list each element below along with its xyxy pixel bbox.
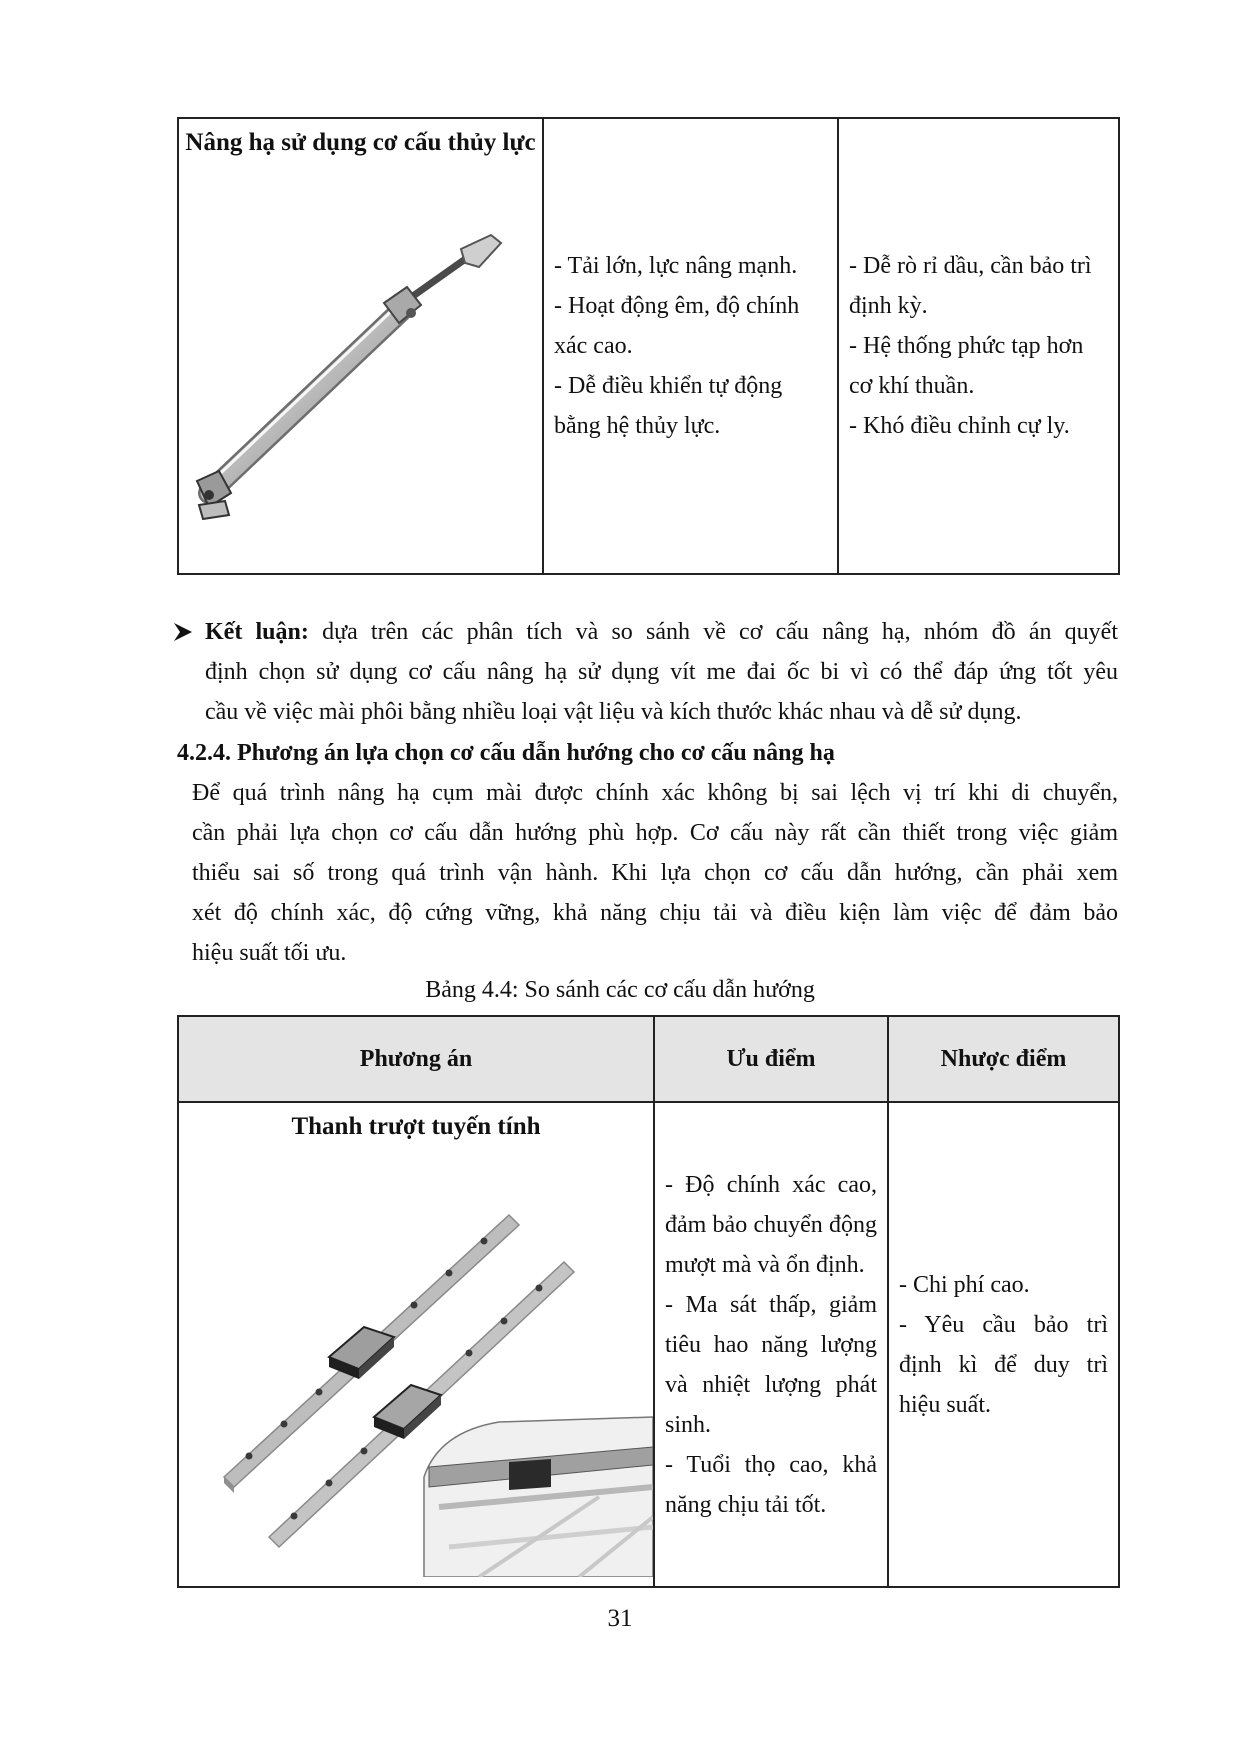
- header-advantages: Ưu điểm: [654, 1016, 888, 1102]
- option-title: Nâng hạ sử dụng cơ cấu thủy lực: [185, 129, 536, 156]
- conclusion-block: [172, 612, 1118, 732]
- paragraph-line: xét độ chính xác, độ cứng vững, khả năng chịu tải và điều kiện làm việc để đảm bảo: [192, 900, 1118, 926]
- paragraph-line: cần phải lựa chọn cơ cấu dẫn hướng phù hợp. Cơ cấu này rất cần thiết trong việc giảm: [192, 820, 1118, 846]
- disadvantage-item: - Chi phí cao.: [899, 1271, 1030, 1298]
- header-disadvantages: Nhược điểm: [888, 1016, 1119, 1102]
- arrow-bullet-icon: [172, 621, 194, 643]
- advantages-cell: [654, 1102, 888, 1587]
- conclusion-line: cầu về việc mài phôi bằng nhiều loại vật liệu và kích thước khác nhau và dễ sử dụng.: [205, 699, 1022, 725]
- paragraph-line: thiểu sai số trong quá trình vận hành. Khi lựa chọn cơ cấu dẫn hướng, cần phải xem: [192, 860, 1118, 886]
- advantage-item: - Hoạt động êm, độ chính xác cao.: [554, 293, 800, 359]
- option-cell: [178, 118, 543, 574]
- table-row: [178, 118, 1119, 574]
- conclusion-label: Kết luận:: [205, 619, 309, 645]
- option-cell: [178, 1102, 654, 1587]
- advantages-cell: [543, 118, 838, 574]
- disadvantages-cell: [888, 1102, 1119, 1587]
- section-heading: 4.2.4. Phương án lựa chọn cơ cấu dẫn hướng cho cơ cấu nâng hạ: [177, 740, 835, 766]
- paragraph-line: hiệu suất tối ưu.: [192, 940, 347, 966]
- guide-mechanism-table: [177, 1015, 1120, 1588]
- table-header-row: [178, 1016, 1119, 1102]
- conclusion-text: dựa trên các phân tích và so sánh về cơ cấu nâng hạ, nhóm đồ án quyết: [308, 619, 1118, 645]
- advantage-item: - Ma sát thấp, giảm tiêu hao năng lượng và nhiệt lượng phát sinh.: [665, 1291, 877, 1438]
- table-row: [178, 1102, 1119, 1587]
- body-paragraph: [192, 773, 1118, 973]
- disadvantages-cell: [838, 118, 1119, 574]
- disadvantage-item: - Khó điều chỉnh cự ly.: [849, 413, 1070, 439]
- table-caption: Bảng 4.4: So sánh các cơ cấu dẫn hướng: [425, 977, 815, 1003]
- hydraulic-cylinder-image: [179, 163, 542, 533]
- advantage-item: - Độ chính xác cao, đảm bảo chuyển động mượt mà và ổn định.: [665, 1171, 877, 1278]
- header-option: Phương án: [178, 1016, 654, 1102]
- advantage-item: - Dễ điều khiển tự động bằng hệ thủy lực.: [554, 373, 783, 439]
- paragraph-line: Để quá trình nâng hạ cụm mài được chính xác không bị sai lệch vị trí khi di chuyển,: [192, 780, 1118, 806]
- conclusion-line: định chọn sử dụng cơ cấu nâng hạ sử dụng vít me đai ốc bi vì có thể đáp ứng tốt yêu: [205, 659, 1118, 685]
- advantage-item: - Tuổi thọ cao, khả năng chịu tải tốt.: [665, 1451, 877, 1518]
- disadvantage-item: - Hệ thống phức tạp hơn cơ khí thuần.: [849, 333, 1084, 399]
- disadvantage-item: - Yêu cầu bảo trì định kì để duy trì hiệu suất.: [899, 1311, 1108, 1418]
- linear-rail-image: [179, 1147, 653, 1577]
- advantage-item: - Tải lớn, lực nâng mạnh.: [554, 253, 798, 279]
- page-number: 31: [607, 1605, 633, 1632]
- option-title: Thanh trượt tuyến tính: [291, 1113, 541, 1140]
- lifting-mechanism-table: [177, 117, 1120, 575]
- disadvantage-item: - Dễ rò rỉ dầu, cần bảo trì định kỳ.: [849, 253, 1092, 319]
